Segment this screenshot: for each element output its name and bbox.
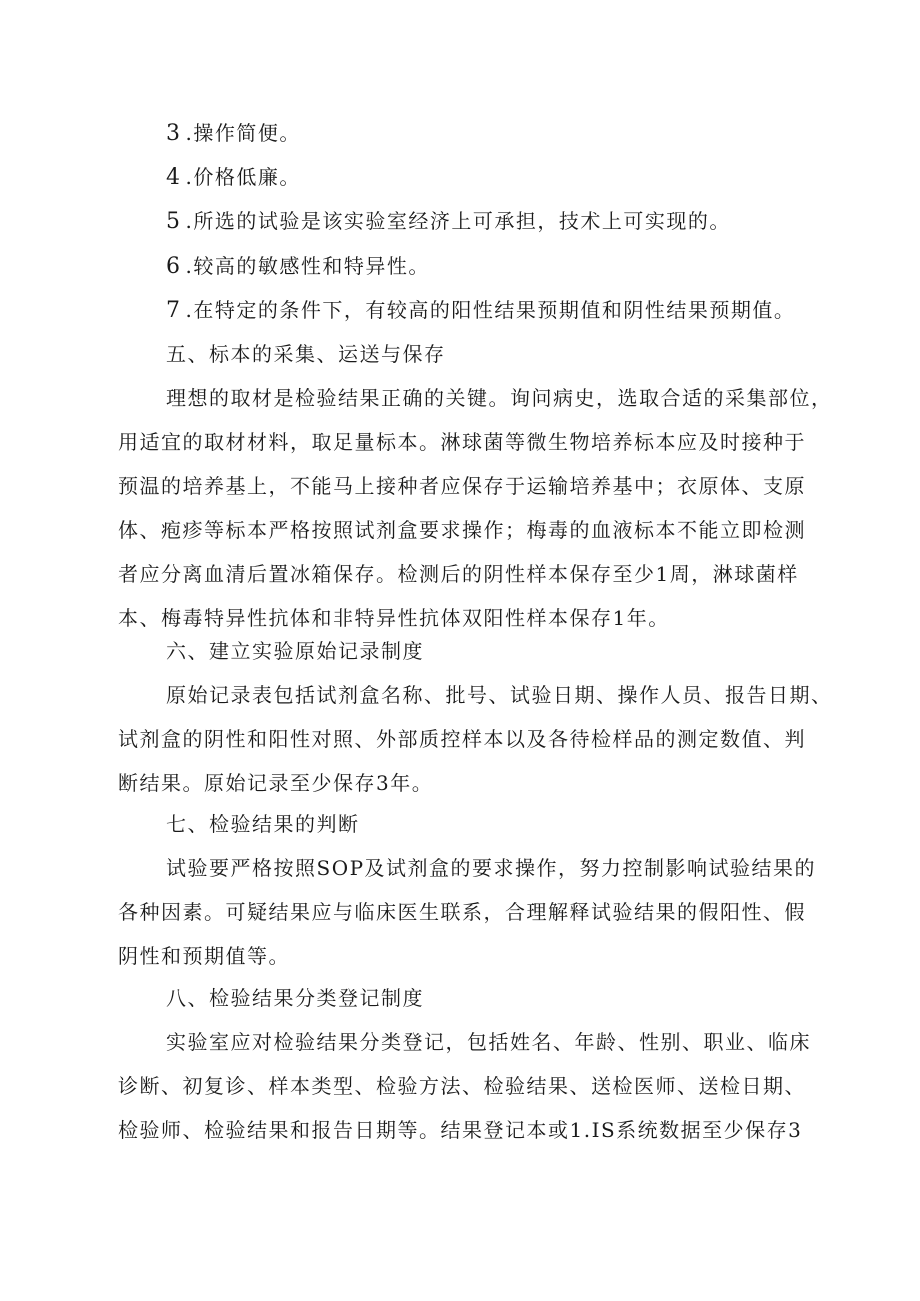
list-text: .所选的试验是该实验室经济上可承担，技术上可实现的。 [185,209,731,233]
paragraph-line: 各种因素。可疑结果应与临床医生联系，合理解释试验结果的假阳性、假 [118,900,806,924]
list-text: .在特定的条件下，有较高的阳性结果预期值和阴性结果预期值。 [185,298,796,322]
paragraph-line: 本、梅毒特异性抗体和非特异性抗体双阳性样本保存1年。 [118,606,670,630]
paragraph-line: 理想的取材是检验结果正确的关键。询问病史，选取合适的采集部位， [166,386,833,410]
paragraph-line: 预温的培养基上，不能马上接种者应保存于运输培养基中；衣原体、支原 [118,474,806,498]
list-number: 5 [166,209,182,234]
paragraph-line: 检验师、检验结果和报告日期等。结果登记本或1.IS系统数据至少保存3 [118,1118,803,1142]
paragraph-line: 者应分离血清后置冰箱保存。检测后的阴性样本保存至少1周，淋球菌样 [118,562,799,586]
list-number: 7 [166,298,182,323]
section-heading-6: 六、建立实验原始记录制度 [166,639,424,663]
list-item-6 [166,251,866,282]
list-number: 4 [166,165,182,190]
paragraph-line: 阴性和预期值等。 [118,944,290,968]
list-text: .价格低廉。 [185,165,301,189]
list-text: .较高的敏感性和特异性。 [185,254,430,278]
list-item-5 [166,206,866,237]
list-number: 6 [166,254,182,279]
list-text: .操作简便。 [185,121,301,145]
section-heading-8: 八、检验结果分类登记制度 [166,986,424,1010]
paragraph-line: 诊断、初复诊、样本类型、检验方法、检验结果、送检医师、送检日期、 [118,1074,806,1098]
list-item-3 [166,118,866,149]
paragraph-line: 试验要严格按照SOP及试剂盒的要求操作，努力控制影响试验结果的 [166,856,817,880]
list-item-4 [166,162,866,193]
paragraph-line: 断结果。原始记录至少保存3年。 [118,771,434,795]
paragraph-line: 体、疱疹等标本严格按照试剂盒要求操作；梅毒的血液标本不能立即检测 [118,518,806,542]
section-heading-5: 五、标本的采集、运送与保存 [166,342,446,366]
list-number: 3 [166,121,182,146]
list-item-7 [166,295,866,326]
section-heading-7: 七、检验结果的判断 [166,812,360,836]
paragraph-line: 实验室应对检验结果分类登记，包括姓名、年龄、性别、职业、临床 [166,1030,811,1054]
paragraph-line: 用适宜的取材材料，取足量标本。淋球菌等微生物培养标本应及时接种于 [118,430,806,454]
paragraph-line: 试剂盒的阴性和阳性对照、外部质控样本以及各待检样品的测定数值、判 [118,727,806,751]
paragraph-line: 原始记录表包括试剂盒名称、批号、试验日期、操作人员、报告日期、 [166,683,833,707]
